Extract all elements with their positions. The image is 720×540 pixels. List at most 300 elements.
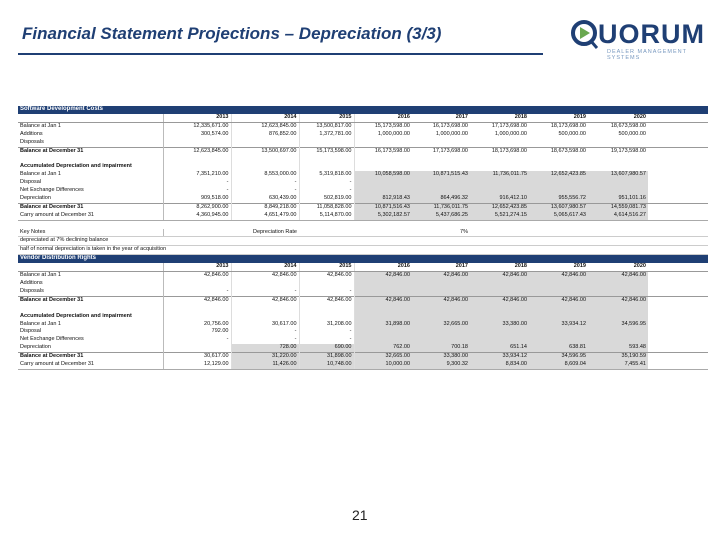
empty-cell: [648, 131, 708, 139]
row-label: Balance at Jan 1: [18, 321, 163, 329]
value-cell: 8,609.04: [529, 361, 588, 369]
value-cell: 5,521,274.15: [470, 212, 529, 220]
value-cell: -: [231, 179, 299, 187]
year-header-row: [18, 263, 708, 271]
value-cell: -: [299, 187, 354, 195]
empty-cell: [354, 237, 412, 246]
table-row: [18, 305, 708, 313]
value-cell: 700.18: [412, 344, 470, 352]
row-label: Additions: [18, 280, 163, 288]
empty-cell: [648, 296, 708, 304]
table-row: [18, 212, 708, 220]
spacer-row: [18, 220, 708, 228]
value-cell: [163, 139, 231, 147]
empty-cell: [470, 246, 529, 255]
value-cell: [412, 187, 470, 195]
value-cell: 12,652,423.85: [529, 171, 588, 179]
value-cell: 31,208.00: [299, 321, 354, 329]
key-notes-row: [18, 229, 708, 237]
value-cell: -: [299, 288, 354, 296]
empty-cell: [588, 229, 648, 237]
value-cell: [588, 328, 648, 336]
table-row: [18, 179, 708, 187]
table-row: [18, 361, 708, 369]
value-cell: 11,058,828.00: [299, 203, 354, 211]
empty-cell: [470, 237, 529, 246]
value-cell: 7,455.41: [588, 361, 648, 369]
table-row: [18, 280, 708, 288]
value-cell: 12,623,845.00: [163, 147, 231, 155]
value-cell: [299, 280, 354, 288]
value-cell: 762.00: [354, 344, 412, 352]
year-header: 2017: [412, 263, 470, 271]
table-row: [18, 313, 708, 321]
value-cell: [588, 139, 648, 147]
value-cell: [231, 163, 299, 171]
value-cell: 18,673,598.00: [529, 147, 588, 155]
value-cell: [588, 155, 648, 163]
value-cell: 42,846.00: [231, 272, 299, 280]
value-cell: [163, 344, 231, 352]
value-cell: [163, 313, 231, 321]
value-cell: [299, 313, 354, 321]
value-cell: 17,173,698.00: [412, 147, 470, 155]
value-cell: [529, 163, 588, 171]
empty-cell: [354, 246, 412, 255]
value-cell: [529, 179, 588, 187]
empty-cell: [648, 203, 708, 211]
empty-cell: [529, 237, 588, 246]
empty-cell: [648, 237, 708, 246]
year-header: 2020: [588, 114, 648, 122]
value-cell: 909,518.00: [163, 195, 231, 203]
value-cell: [588, 179, 648, 187]
section-header: Software Development Costs: [18, 106, 708, 114]
empty-cell: [648, 114, 708, 122]
value-cell: -: [231, 288, 299, 296]
table-row: [18, 203, 708, 211]
row-label: Balance at December 31: [18, 147, 163, 155]
empty-cell: [529, 229, 588, 237]
value-cell: [231, 139, 299, 147]
value-cell: 11,736,011.75: [412, 203, 470, 211]
value-cell: 5,319,818.00: [299, 171, 354, 179]
value-cell: [299, 139, 354, 147]
value-cell: 34,596.95: [529, 353, 588, 361]
table-row: [18, 344, 708, 352]
value-cell: [529, 280, 588, 288]
empty-cell: [648, 336, 708, 344]
value-cell: 728.00: [231, 344, 299, 352]
year-header: 2016: [354, 263, 412, 271]
year-header: 2014: [231, 114, 299, 122]
value-cell: 8,834.00: [470, 361, 529, 369]
key-notes-label: Key Notes: [18, 229, 163, 237]
value-cell: [588, 280, 648, 288]
value-cell: 42,846.00: [588, 296, 648, 304]
value-cell: -: [163, 187, 231, 195]
empty-cell: [412, 237, 470, 246]
value-cell: [470, 305, 529, 313]
value-cell: [412, 139, 470, 147]
row-label: Balance at Jan 1: [18, 171, 163, 179]
quorum-logo: [568, 18, 708, 60]
table-row: [18, 171, 708, 179]
value-cell: 17,173,698.00: [491, 122, 527, 129]
empty-cell: [648, 179, 708, 187]
key-note: depreciated at 7% declining balance: [18, 237, 354, 246]
row-label: Additions: [18, 131, 163, 139]
value-cell: 31,898.00: [354, 321, 412, 329]
value-cell: 42,846.00: [470, 272, 529, 280]
table-row: [18, 147, 708, 155]
value-cell: [412, 280, 470, 288]
value-cell: 42,846.00: [529, 272, 588, 280]
value-cell: 876,852.00: [231, 131, 299, 139]
value-cell: 42,846.00: [163, 296, 231, 304]
table-row: [18, 328, 708, 336]
value-cell: 593.48: [588, 344, 648, 352]
value-cell: 502,819.00: [299, 195, 354, 203]
value-cell: [529, 313, 588, 321]
value-cell: [470, 280, 529, 288]
value-cell: [412, 305, 470, 313]
empty-cell: [588, 246, 648, 255]
value-cell: [354, 155, 412, 163]
table-row: [18, 288, 708, 296]
value-cell: 955,556.72: [529, 195, 588, 203]
value-cell: 651.14: [470, 344, 529, 352]
value-cell: 35,190.59: [588, 353, 648, 361]
value-cell: [163, 305, 231, 313]
table-row: [18, 321, 708, 329]
empty-cell: [648, 155, 708, 163]
value-cell: [354, 280, 412, 288]
value-cell: 1,000,000.00: [494, 130, 527, 137]
value-cell: 32,665.00: [354, 353, 412, 361]
value-cell: 42,846.00: [470, 296, 529, 304]
section-header-row: [18, 255, 708, 263]
value-cell: [412, 328, 470, 336]
row-label: Disposal: [18, 179, 163, 187]
empty-cell: [648, 361, 708, 369]
value-cell: 13,500,697.00: [231, 147, 299, 155]
value-cell: [529, 336, 588, 344]
value-cell: 4,614,516.27: [588, 212, 648, 220]
empty-cell: [648, 163, 708, 171]
empty-cell: [648, 305, 708, 313]
depreciation-table: [18, 106, 708, 370]
year-header: 2019: [529, 114, 588, 122]
value-cell: 792.00: [163, 328, 231, 336]
empty-cell: [588, 237, 648, 246]
value-cell: [299, 163, 354, 171]
value-cell: 4,360,945.00: [163, 212, 231, 220]
value-cell: 42,846.00: [412, 296, 470, 304]
value-cell: 42,846.00: [529, 296, 588, 304]
value-cell: [163, 280, 231, 288]
row-label: Balance at Jan 1: [18, 122, 163, 130]
value-cell: [354, 305, 412, 313]
value-cell: [470, 163, 529, 171]
row-label: Disposals: [18, 139, 163, 147]
row-label: Net Exchange Differences: [18, 187, 163, 195]
table-row: [18, 195, 708, 203]
row-label: Accumulated Depreciation and impairment: [18, 313, 163, 321]
depreciation-rate-label: Depreciation Rate: [163, 229, 299, 237]
value-cell: 1,000,000.00: [377, 130, 410, 137]
value-cell: [412, 336, 470, 344]
empty-cell: [648, 313, 708, 321]
year-header: 2020: [588, 263, 648, 271]
quorum-q-icon: [570, 18, 598, 50]
table-row: [18, 122, 708, 130]
value-cell: 10,871,515.43: [412, 171, 470, 179]
year-header-spacer: [18, 114, 163, 122]
value-cell: 8,553,000.00: [231, 171, 299, 179]
value-cell: -: [299, 179, 354, 187]
value-cell: 8,849,218.00: [231, 203, 299, 211]
row-label: Carry amount at December 31: [18, 361, 163, 369]
year-header-row: [18, 114, 708, 122]
table-row: [18, 187, 708, 195]
value-cell: [470, 328, 529, 336]
value-cell: 10,000.00: [354, 361, 412, 369]
value-cell: 18,173,698.00: [470, 147, 529, 155]
year-header: 2017: [412, 114, 470, 122]
value-cell: 19,173,598.00: [588, 147, 648, 155]
value-cell: 16,173,698.00: [432, 122, 468, 129]
value-cell: -: [163, 336, 231, 344]
section-header: Vendor Distribution Rights: [18, 255, 708, 263]
value-cell: 12,623,845.00: [231, 122, 299, 130]
empty-cell: [470, 229, 529, 237]
value-cell: 12,129.00: [163, 361, 231, 369]
value-cell: 14,559,081.73: [588, 203, 648, 211]
value-cell: 34,596.95: [588, 321, 648, 329]
value-cell: [354, 139, 412, 147]
value-cell: 690.00: [299, 344, 354, 352]
empty-cell: [648, 321, 708, 329]
value-cell: [470, 155, 529, 163]
value-cell: -: [299, 336, 354, 344]
value-cell: [163, 163, 231, 171]
value-cell: -: [231, 328, 299, 336]
empty-cell: [648, 171, 708, 179]
value-cell: 15,173,598.00: [299, 147, 354, 155]
value-cell: [412, 313, 470, 321]
value-cell: [354, 336, 412, 344]
empty-cell: [648, 212, 708, 220]
value-cell: [354, 179, 412, 187]
table-row: [18, 139, 708, 147]
table-row: [18, 163, 708, 171]
value-cell: [354, 328, 412, 336]
value-cell: 13,607,980.57: [529, 203, 588, 211]
value-cell: -: [163, 288, 231, 296]
year-header: 2013: [163, 114, 231, 122]
value-cell: 864,496.32: [412, 195, 470, 203]
value-cell: 10,058,598.00: [354, 171, 412, 179]
year-header: 2018: [470, 114, 529, 122]
value-cell: [231, 280, 299, 288]
value-cell: [470, 179, 529, 187]
empty-cell: [648, 263, 708, 271]
row-label: Balance at December 31: [18, 353, 163, 361]
key-note-row: [18, 237, 708, 246]
empty-cell: [648, 353, 708, 361]
value-cell: 4,651,479.00: [231, 212, 299, 220]
value-cell: [588, 313, 648, 321]
value-cell: [412, 288, 470, 296]
year-header: 2015: [299, 114, 354, 122]
value-cell: [529, 328, 588, 336]
value-cell: 18,173,698.00: [550, 122, 586, 129]
value-cell: 1,000,000.00: [435, 130, 468, 137]
value-cell: 500,000.00: [558, 130, 586, 137]
value-cell: 11,426.00: [231, 361, 299, 369]
key-note-row: [18, 246, 708, 255]
empty-cell: [648, 328, 708, 336]
row-label: Net Exchange Differences: [18, 336, 163, 344]
year-header: 2013: [163, 263, 231, 271]
value-cell: 5,114,870.00: [299, 212, 354, 220]
year-header: 2019: [529, 263, 588, 271]
value-cell: [231, 305, 299, 313]
empty-cell: [648, 272, 708, 280]
value-cell: [163, 155, 231, 163]
value-cell: 13,607,980.57: [588, 171, 648, 179]
year-header: 2014: [231, 263, 299, 271]
value-cell: 42,846.00: [354, 296, 412, 304]
value-cell: [470, 139, 529, 147]
value-cell: 630,439.00: [231, 195, 299, 203]
value-cell: 10,871,516.43: [354, 203, 412, 211]
value-cell: 812,918.43: [354, 195, 412, 203]
row-label: Depreciation: [18, 195, 163, 203]
value-cell: 15,173,598.00: [374, 122, 410, 129]
value-cell: [412, 163, 470, 171]
section-header-row: [18, 106, 708, 114]
value-cell: [529, 305, 588, 313]
value-cell: 31,898.00: [299, 353, 354, 361]
value-cell: 5,065,617.43: [529, 212, 588, 220]
year-header-spacer: [18, 263, 163, 271]
value-cell: 42,846.00: [299, 296, 354, 304]
value-cell: 33,934.12: [529, 321, 588, 329]
empty-cell: [648, 187, 708, 195]
value-cell: [588, 288, 648, 296]
value-cell: 30,617.00: [231, 321, 299, 329]
table-row: [18, 353, 708, 361]
row-label: [18, 155, 163, 163]
value-cell: [299, 155, 354, 163]
year-header: 2018: [470, 263, 529, 271]
value-cell: 8,262,900.00: [163, 203, 231, 211]
empty-cell: [648, 246, 708, 255]
empty-cell: [648, 195, 708, 203]
value-cell: [588, 163, 648, 171]
value-cell: 12,335,671.00: [163, 122, 231, 130]
value-cell: 5,302,182.57: [354, 212, 412, 220]
empty-cell: [648, 122, 708, 130]
row-label: Balance at Jan 1: [18, 272, 163, 280]
value-cell: [231, 313, 299, 321]
empty-cell: [648, 147, 708, 155]
value-cell: [588, 187, 648, 195]
value-cell: 638.81: [529, 344, 588, 352]
value-cell: -: [231, 187, 299, 195]
value-cell: 11,736,011.75: [470, 171, 529, 179]
value-cell: 42,846.00: [163, 272, 231, 280]
value-cell: 33,934.12: [470, 353, 529, 361]
value-cell: [529, 155, 588, 163]
value-cell: [529, 187, 588, 195]
page-number: 21: [352, 507, 368, 523]
value-cell: [470, 313, 529, 321]
row-label: Depreciation: [18, 344, 163, 352]
row-label: Carry amount at December 31: [18, 212, 163, 220]
row-label: Balance at December 31: [18, 296, 163, 304]
row-label: Disposal: [18, 328, 163, 336]
value-cell: 1,372,781.00: [299, 131, 354, 139]
table-row: [18, 155, 708, 163]
value-cell: [299, 305, 354, 313]
table-row: [18, 131, 708, 139]
value-cell: 31,220.00: [231, 353, 299, 361]
value-cell: 33,380.00: [470, 321, 529, 329]
value-cell: 10,748.00: [299, 361, 354, 369]
empty-cell: [529, 246, 588, 255]
value-cell: [412, 155, 470, 163]
year-header: 2015: [299, 263, 354, 271]
empty-cell: [648, 344, 708, 352]
value-cell: [231, 155, 299, 163]
value-cell: 42,846.00: [231, 296, 299, 304]
page-title: Financial Statement Projections – Depreciation (3/3): [22, 24, 442, 43]
row-label: Disposals: [18, 288, 163, 296]
value-cell: 32,665.00: [412, 321, 470, 329]
value-cell: [470, 187, 529, 195]
value-cell: -: [299, 328, 354, 336]
value-cell: [412, 179, 470, 187]
title-rule: [18, 53, 543, 55]
table-row: [18, 296, 708, 304]
value-cell: 7,351,210.00: [163, 171, 231, 179]
value-cell: [529, 139, 588, 147]
value-cell: 951,101.16: [588, 195, 648, 203]
value-cell: 12,652,423.85: [470, 203, 529, 211]
value-cell: [354, 313, 412, 321]
logo-wordmark: UORUM: [598, 19, 705, 49]
value-cell: 500,000.00: [618, 130, 646, 137]
value-cell: 42,846.00: [299, 272, 354, 280]
empty-cell: [648, 280, 708, 288]
value-cell: 42,846.00: [354, 272, 412, 280]
value-cell: [354, 288, 412, 296]
empty-cell: [648, 139, 708, 147]
value-cell: [470, 288, 529, 296]
value-cell: [588, 336, 648, 344]
empty-cell: [648, 288, 708, 296]
table-row: [18, 272, 708, 280]
row-label: Accumulated Depreciation and impairment: [18, 163, 163, 171]
value-cell: 33,380.00: [412, 353, 470, 361]
value-cell: [354, 187, 412, 195]
value-cell: [529, 288, 588, 296]
value-cell: [354, 163, 412, 171]
value-cell: [588, 305, 648, 313]
